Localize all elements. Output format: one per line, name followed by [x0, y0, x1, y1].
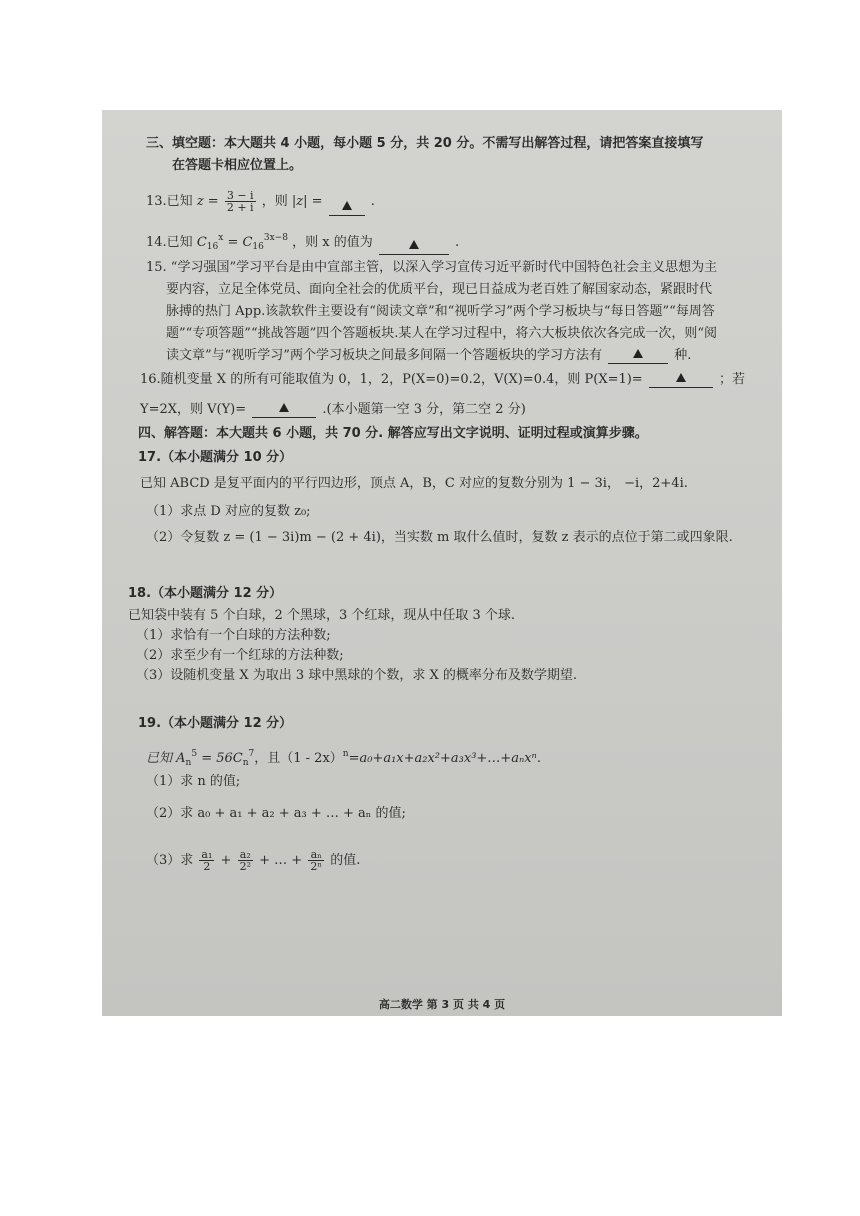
q14-sub2: 16 — [252, 242, 264, 252]
q19-expansion: =a₀+a₁x+a₂x²+a₃x³+…+aₙxⁿ. — [348, 751, 541, 766]
page-footer: 高二数学 第 3 页 共 4 页 — [378, 998, 506, 1011]
q17-header: 17.（本小题满分 10 分） — [138, 450, 293, 465]
q13-denominator: 2 + i — [226, 201, 254, 214]
q16-line-2-end: .(本小题第一空 3 分，第二空 2 分) — [322, 402, 526, 417]
q19-frac-1 — [199, 849, 214, 872]
q19-part-3-end: 的值. — [330, 853, 361, 868]
q19-part-3-prefix: （3）求 — [146, 853, 194, 868]
q18-header: 18.（本小题满分 12 分） — [128, 586, 283, 601]
q14-sup2: 3x−8 — [263, 233, 288, 243]
triangle-icon — [676, 373, 686, 382]
q14-c1: C — [196, 235, 207, 250]
question-14 — [146, 230, 459, 255]
q19-frac-2-num: a₂ — [238, 849, 253, 861]
q19-frac-1-num: a₁ — [201, 848, 213, 861]
question-13 — [146, 188, 375, 216]
q19-frac-3-num: aₙ — [308, 849, 324, 861]
q19-part-1: （1）求 n 的值; — [146, 774, 241, 789]
q13-numerator: 3 − i — [226, 189, 254, 202]
triangle-icon — [342, 201, 352, 210]
answer-blank-13[interactable] — [329, 201, 365, 216]
answer-blank-15[interactable] — [608, 349, 668, 364]
q15-line-3: 脉搏的热门 App.该款软件主要设有“阅读文章”和“视听学习”两个学习板块与“每日答题”“每周答 — [166, 304, 715, 319]
q15-line-4: 题”“专项答题”“挑战答题”四个答题板块.某人在学习过程中，将六大板块依次各完成一次，则“阅 — [166, 326, 718, 341]
q14-prefix: 14.已知 — [146, 235, 193, 250]
triangle-icon — [633, 349, 643, 358]
q13-prefix: 13.已知 — [146, 194, 193, 209]
q19-part-3 — [146, 844, 360, 878]
q19-a: 已知 A — [146, 751, 186, 766]
q19-a-sub: n — [185, 758, 192, 768]
q16-line-1-end: ；若 — [718, 372, 745, 387]
q18-part-2: （2）求至少有一个红球的方法种数; — [136, 648, 344, 663]
q16-line-1 — [140, 372, 745, 388]
q14-end: . — [454, 235, 460, 250]
q19-part-2: （2）求 a₀ + a₁ + a₂ + a₃ + … + aₙ 的值; — [146, 806, 406, 821]
q15-line-5 — [166, 348, 691, 364]
q14-sup1: x — [218, 233, 224, 243]
q15-line-5-text: 读文章”与“视听学习”两个学习板块之间最多间隔一个答题板块的学习方法有 — [166, 348, 602, 363]
q14-sub1: 16 — [206, 242, 219, 252]
q19-header: 19.（本小题满分 12 分） — [138, 716, 293, 731]
q16-line-2 — [140, 402, 526, 418]
q19-statement — [146, 746, 541, 771]
q18-statement: 已知袋中装有 5 个白球，2 个黑球，3 个红球，现从中任取 3 个球. — [128, 608, 516, 623]
q19-c-sup: 7 — [248, 749, 255, 759]
q14-suffix: ，则 x 的值为 — [292, 235, 373, 250]
q19-frac-3-den: 2ⁿ — [310, 860, 323, 873]
q13-fraction — [225, 190, 256, 213]
q19-dots: + … + — [259, 853, 303, 868]
q17-part-1: （1）求点 D 对应的复数 z₀; — [146, 504, 311, 519]
section4-title: 四、解答题：本大题共 6 小题，共 70 分. 解答应写出文字说明、证明过程或演算步骤。 — [138, 426, 648, 441]
q17-statement: 已知 ABCD 是复平面内的平行四边形，顶点 A，B，C 对应的复数分别为 1 − 3i， −i，2+4i. — [140, 476, 688, 491]
q13-end: . — [370, 194, 375, 209]
q18-part-1: （1）求恰有一个白球的方法种数; — [136, 628, 331, 643]
q13-abs: |z| = — [291, 194, 323, 209]
q19-c-sub: n — [242, 758, 249, 768]
q19-frac-2 — [238, 849, 253, 872]
section3-title: 三、填空题：本大题共 4 小题，每小题 5 分，共 20 分。不需写出解答过程，请把答案直接填写 — [146, 136, 704, 151]
q15-line-1: 15. “学习强国”学习平台是由中宣部主管，以深入学习宣传习近平新时代中国特色社会主义思想为主 — [146, 260, 718, 275]
q15-end: 种. — [674, 348, 692, 363]
q13-z: z = — [196, 194, 219, 209]
q19-frac-3 — [308, 849, 324, 872]
q14-c2: = C — [223, 235, 253, 250]
q16-line-1-text: 16.随机变量 X 的所有可能取值为 0，1，2，P(X=0)=0.2，V(X)=0.4，则 P(X=1)= — [140, 372, 643, 387]
q19-poly-sup: n — [342, 749, 349, 759]
answer-blank-16b[interactable] — [252, 403, 316, 418]
section3-title-cont: 在答题卡相应位置上。 — [172, 158, 303, 173]
answer-blank-16a[interactable] — [649, 373, 713, 388]
triangle-icon — [279, 403, 289, 412]
q19-frac-2-den: 2² — [239, 860, 251, 873]
q15-line-2: 要内容，立足全体党员、面向全社会的优质平台，现已日益成为老百姓了解国家动态，紧跟时代 — [166, 282, 713, 297]
q19-c: = 56C — [197, 751, 243, 766]
q19-frac-1-den: 2 — [203, 860, 211, 873]
q18-part-3: （3）设随机变量 X 为取出 3 球中黑球的个数，求 X 的概率分布及数学期望. — [136, 668, 577, 683]
q19-plus: + — [220, 853, 232, 868]
q17-part-2: （2）令复数 z = (1 − 3i)m − (2 + 4i)，当实数 m 取什么值时，复数 z 表示的点位于第二或四象限. — [146, 530, 733, 545]
q13-mid: ，则 — [261, 194, 288, 209]
q16-line-2-text: Y=2X，则 V(Y)= — [140, 402, 247, 417]
answer-blank-14[interactable] — [379, 240, 449, 255]
q19-poly: ，且（1 - 2x） — [254, 751, 343, 766]
triangle-icon — [409, 240, 419, 249]
q19-a-sup: 5 — [191, 749, 198, 759]
exam-page — [102, 110, 782, 1016]
